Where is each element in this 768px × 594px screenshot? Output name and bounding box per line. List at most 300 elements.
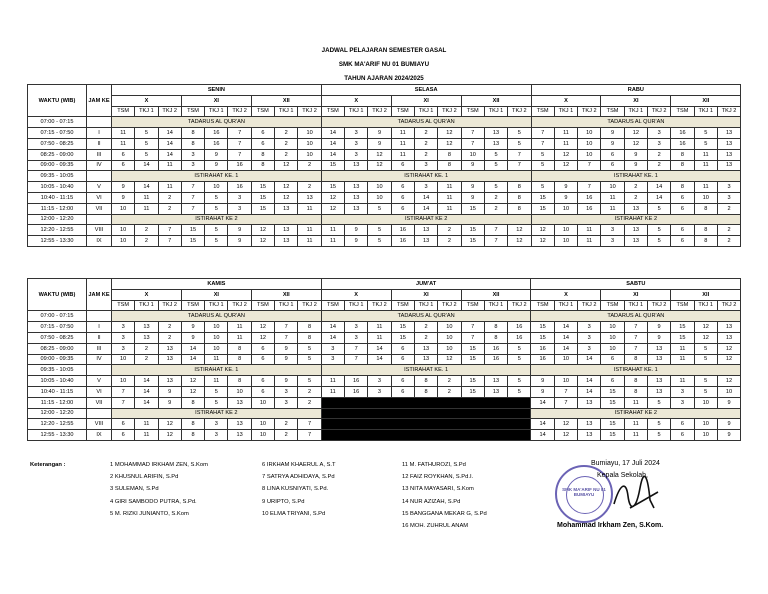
teacher-code-cell: 10	[251, 430, 274, 441]
teacher-code-cell: 8	[694, 203, 717, 214]
program-header: TSM	[391, 300, 414, 311]
teacher-code-cell: 8	[181, 128, 204, 139]
table-row	[28, 419, 741, 430]
teacher-code-cell: 13	[275, 203, 298, 214]
signature-role: Kepala Sekolah,	[597, 472, 648, 479]
break-label: TADARUS AL QUR'AN	[531, 311, 741, 322]
teacher-code-cell: 14	[135, 397, 158, 408]
teacher-code-cell: 2	[275, 419, 298, 430]
table-row	[28, 376, 741, 387]
teacher-code-cell: 5	[368, 225, 391, 236]
teacher-code-cell: 14	[181, 354, 204, 365]
teacher-code-cell: 6	[251, 386, 274, 397]
teacher-code-cell: 13	[717, 332, 740, 343]
break-label: ISTIRAHAT KE. 1	[321, 171, 531, 182]
program-header: TKJ 1	[135, 106, 158, 117]
teacher-code-cell: 2	[717, 203, 740, 214]
break-label: ISTIRAHAT KE 2	[531, 408, 741, 419]
teacher-code-cell: 2	[717, 236, 740, 247]
teacher-code-cell: 8	[181, 430, 204, 441]
teacher-code-cell: 6	[251, 376, 274, 387]
teacher-code-cell: 10	[554, 354, 577, 365]
program-header: TSM	[321, 106, 344, 117]
jam-cell: IV	[87, 160, 112, 171]
teacher-code-cell: 8	[181, 397, 204, 408]
teacher-code-cell: 3	[671, 386, 694, 397]
teacher-code-cell: 3	[345, 332, 368, 343]
time-cell: 11:15 - 12:00	[28, 203, 87, 214]
teacher-code-cell: 6	[251, 343, 274, 354]
teacher-code-cell: 13	[228, 397, 251, 408]
teacher-code-cell: 6	[601, 160, 624, 171]
teacher-code-cell: 16	[508, 322, 531, 333]
teacher-code-cell: 9	[368, 138, 391, 149]
program-header: TSM	[321, 300, 344, 311]
teacher-code-cell: 6	[671, 225, 694, 236]
jam-cell	[87, 214, 112, 225]
teacher-code-cell: 12	[181, 386, 204, 397]
program-header: TKJ 1	[484, 300, 507, 311]
teacher-code-cell: 15	[181, 225, 204, 236]
teacher-code-cell: 12	[275, 160, 298, 171]
teacher-code-cell: 7	[578, 160, 601, 171]
class-group-header: XI	[601, 289, 671, 300]
teacher-code-cell: 10	[438, 322, 461, 333]
teacher-code-cell: 7	[275, 332, 298, 343]
teacher-code-cell: 3	[368, 376, 391, 387]
teacher-code-cell: 15	[321, 160, 344, 171]
signature-place-date: Bumiayu, 17 Juli 2024	[591, 460, 660, 467]
teacher-code-cell: 16	[391, 236, 414, 247]
teacher-code-cell: 11	[158, 182, 181, 193]
teacher-code-cell: 13	[578, 419, 601, 430]
teacher-code-cell: 7	[484, 225, 507, 236]
program-header: TSM	[531, 106, 554, 117]
teacher-code-cell: 14	[554, 343, 577, 354]
class-group-header: X	[321, 289, 391, 300]
program-header: TKJ 1	[484, 106, 507, 117]
teacher-code-cell: 13	[228, 419, 251, 430]
program-header: TSM	[181, 106, 204, 117]
time-cell: 10:40 - 11:15	[28, 386, 87, 397]
teacher-code-cell: 7	[345, 343, 368, 354]
class-group-header: XII	[671, 289, 741, 300]
teacher-code-cell: 10	[578, 128, 601, 139]
legend-item: 4 GIRI SAMBODO PUTRA, S.Pd.	[110, 498, 197, 505]
teacher-code-cell: 3	[321, 354, 344, 365]
teacher-code-cell: 6	[391, 160, 414, 171]
teacher-code-cell: 3	[275, 386, 298, 397]
teacher-code-cell: 10	[112, 225, 135, 236]
teacher-code-cell: 13	[345, 182, 368, 193]
teacher-code-cell: 11	[135, 430, 158, 441]
teacher-code-cell: 3	[578, 322, 601, 333]
teacher-code-cell: 7	[181, 182, 204, 193]
teacher-code-cell: 14	[321, 138, 344, 149]
teacher-code-cell: 14	[368, 354, 391, 365]
teacher-code-cell: 13	[345, 203, 368, 214]
table-row	[28, 203, 741, 214]
program-header: TKJ 2	[647, 300, 670, 311]
teacher-code-cell: 9	[112, 182, 135, 193]
time-cell: 12:00 - 12:20	[28, 214, 87, 225]
teacher-code-cell: 6	[251, 138, 274, 149]
teacher-code-cell: 5	[647, 419, 670, 430]
teacher-code-cell: 5	[368, 203, 391, 214]
waktu-header: WAKTU (WIB)	[28, 85, 87, 117]
teacher-code-cell: 12	[554, 149, 577, 160]
teacher-code-cell: 6	[251, 354, 274, 365]
time-cell: 07:00 - 07:15	[28, 117, 87, 128]
break-label: TADARUS AL QUR'AN	[321, 311, 531, 322]
teacher-code-cell: 8	[228, 354, 251, 365]
teacher-code-cell: 6	[671, 192, 694, 203]
teacher-code-cell: 10	[298, 138, 321, 149]
teacher-code-cell: 7	[275, 322, 298, 333]
time-cell: 08:25 - 09:00	[28, 149, 87, 160]
teacher-code-cell: 2	[624, 182, 647, 193]
teacher-code-cell: 11	[321, 386, 344, 397]
teacher-code-cell: 15	[531, 332, 554, 343]
teacher-code-cell: 5	[694, 138, 717, 149]
teacher-code-cell: 10	[601, 182, 624, 193]
teacher-code-cell: 2	[298, 397, 321, 408]
teacher-code-cell: 12	[438, 138, 461, 149]
time-cell: 10:05 - 10:40	[28, 376, 87, 387]
legend-item: 5 M. RIZKI JUNIANTO, S.Kom	[110, 510, 189, 517]
teacher-code-cell: 6	[112, 430, 135, 441]
teacher-code-cell: 11	[624, 397, 647, 408]
teacher-code-cell: 7	[158, 225, 181, 236]
teacher-code-cell: 16	[484, 343, 507, 354]
class-group-header: X	[321, 95, 391, 106]
teacher-code-cell: 2	[275, 430, 298, 441]
teacher-code-cell: 16	[531, 343, 554, 354]
teacher-code-cell: 8	[414, 376, 437, 387]
table-row	[28, 182, 741, 193]
teacher-code-cell: 14	[648, 182, 671, 193]
jam-cell: III	[87, 149, 112, 160]
teacher-code-cell: 11	[554, 128, 577, 139]
teacher-code-cell: 12	[717, 376, 740, 387]
program-header: TKJ 1	[414, 300, 437, 311]
teacher-code-cell: 2	[648, 160, 671, 171]
program-header: TKJ 2	[578, 106, 601, 117]
teacher-code-cell: 7	[112, 397, 135, 408]
teacher-code-cell: 3	[414, 160, 437, 171]
teacher-code-cell: 7	[298, 419, 321, 430]
jam-cell	[87, 171, 112, 182]
teacher-code-cell: 11	[158, 160, 181, 171]
teacher-code-cell: 2	[135, 225, 158, 236]
teacher-code-cell: 14	[414, 203, 437, 214]
teacher-code-cell: 3	[321, 343, 344, 354]
teacher-code-cell: 5	[508, 343, 531, 354]
table-row	[28, 171, 741, 182]
teacher-code-cell: 13	[298, 192, 321, 203]
jam-cell: VIII	[87, 225, 112, 236]
teacher-code-cell: 14	[578, 386, 601, 397]
teacher-code-cell: 11	[228, 322, 251, 333]
teacher-code-cell: 2	[158, 332, 181, 343]
jam-cell: IX	[87, 236, 112, 247]
teacher-code-cell: 8	[671, 160, 694, 171]
teacher-code-cell: 9	[624, 149, 647, 160]
teacher-code-cell: 11	[671, 343, 694, 354]
teacher-code-cell: 7	[228, 149, 251, 160]
teacher-code-cell: 3	[671, 397, 694, 408]
legend-item: 10 ELMA TRIYANI, S.Pd	[262, 510, 326, 517]
program-header: TKJ 1	[414, 106, 437, 117]
jam-cell: I	[87, 322, 112, 333]
teacher-code-cell: 13	[717, 322, 740, 333]
teacher-code-cell: 14	[181, 343, 204, 354]
teacher-code-cell: 5	[205, 397, 228, 408]
program-header: TKJ 2	[298, 300, 321, 311]
teacher-code-cell: 9	[554, 182, 577, 193]
teacher-code-cell: 10	[228, 386, 251, 397]
teacher-code-cell: 10	[694, 419, 717, 430]
jam-cell	[87, 117, 112, 128]
teacher-code-cell: 8	[694, 225, 717, 236]
class-group-header: XII	[461, 289, 531, 300]
day-header: SABTU	[531, 279, 741, 290]
teacher-code-cell: 3	[345, 128, 368, 139]
teacher-code-cell: 16	[671, 128, 694, 139]
teacher-code-cell: 15	[461, 203, 484, 214]
teacher-code-cell: 14	[135, 160, 158, 171]
time-cell: 12:55 - 13:30	[28, 236, 87, 247]
teacher-code-cell: 9	[624, 160, 647, 171]
teacher-code-cell: 11	[135, 203, 158, 214]
teacher-code-cell: 11	[321, 236, 344, 247]
teacher-code-cell: 11	[391, 149, 414, 160]
time-cell: 07:50 - 08:25	[28, 332, 87, 343]
teacher-code-cell: 12	[554, 419, 577, 430]
teacher-code-cell: 10	[554, 203, 577, 214]
teacher-code-cell: 14	[414, 192, 437, 203]
teacher-code-cell: 8	[228, 376, 251, 387]
teacher-code-cell: 8	[694, 236, 717, 247]
teacher-code-cell: 13	[228, 430, 251, 441]
break-label: TADARUS AL QUR'AN	[112, 117, 322, 128]
teacher-code-cell: 9	[112, 192, 135, 203]
teacher-code-cell: 5	[508, 138, 531, 149]
teacher-code-cell: 12	[321, 203, 344, 214]
teacher-code-cell: 12	[438, 354, 461, 365]
teacher-code-cell: 12	[251, 225, 274, 236]
teacher-code-cell: 10	[205, 332, 228, 343]
teacher-code-cell: 5	[298, 343, 321, 354]
table-row	[28, 354, 741, 365]
teacher-code-cell: 9	[461, 192, 484, 203]
teacher-code-cell: 14	[321, 332, 344, 343]
teacher-code-cell: 2	[414, 138, 437, 149]
teacher-code-cell: 3	[228, 203, 251, 214]
teacher-code-cell: 14	[321, 322, 344, 333]
teacher-code-cell: 3	[112, 332, 135, 343]
header-row-programs	[28, 300, 741, 311]
teacher-code-cell: 2	[275, 149, 298, 160]
teacher-code-cell: 9	[158, 386, 181, 397]
teacher-code-cell: 10	[601, 322, 624, 333]
teacher-code-cell: 3	[648, 128, 671, 139]
legend-title: Keterangan :	[30, 462, 66, 468]
teacher-code-cell: 6	[112, 149, 135, 160]
program-header: TKJ 2	[508, 106, 531, 117]
table-row	[28, 311, 741, 322]
teacher-code-cell: 2	[438, 386, 461, 397]
program-header: TKJ 2	[228, 106, 251, 117]
teacher-code-cell: 11	[321, 376, 344, 387]
teacher-code-cell: 13	[717, 138, 740, 149]
program-header: TKJ 1	[135, 300, 158, 311]
teacher-code-cell: 11	[694, 160, 717, 171]
blocked-cell	[321, 408, 531, 419]
day-header: SELASA	[321, 85, 531, 96]
teacher-code-cell: 13	[275, 225, 298, 236]
teacher-code-cell: 16	[578, 203, 601, 214]
program-header: TKJ 1	[345, 300, 368, 311]
jam-cell: I	[87, 128, 112, 139]
teacher-code-cell: 9	[647, 322, 670, 333]
teacher-code-cell: 10	[694, 192, 717, 203]
jam-cell: III	[87, 343, 112, 354]
legend-item: 7 SATRYA ADHIDAYA, S.Pd	[262, 474, 335, 481]
teacher-code-cell: 7	[531, 128, 554, 139]
teacher-code-cell: 14	[321, 128, 344, 139]
teacher-code-cell: 15	[601, 397, 624, 408]
teacher-code-cell: 7	[554, 386, 577, 397]
teacher-code-cell: 15	[671, 332, 694, 343]
program-header: TSM	[671, 106, 694, 117]
time-cell: 08:25 - 09:00	[28, 343, 87, 354]
teacher-code-cell: 9	[531, 376, 554, 387]
teacher-code-cell: 13	[158, 343, 181, 354]
teacher-code-cell: 12	[438, 128, 461, 139]
teacher-code-cell: 8	[251, 160, 274, 171]
teacher-code-cell: 9	[158, 397, 181, 408]
legend-item: 8 LINA KUSNIYATI, S.Pd.	[262, 486, 329, 493]
teacher-code-cell: 7	[554, 397, 577, 408]
teacher-code-cell: 9	[717, 397, 740, 408]
time-cell: 12:55 - 13:30	[28, 430, 87, 441]
teacher-code-cell: 10	[205, 322, 228, 333]
legend-item: 14 NUR AZIZAH, S.Pd	[402, 498, 461, 505]
teacher-code-cell: 7	[461, 322, 484, 333]
teacher-code-cell: 11	[601, 192, 624, 203]
teacher-code-cell: 12	[368, 149, 391, 160]
teacher-code-cell: 3	[345, 322, 368, 333]
teacher-code-cell: 15	[671, 322, 694, 333]
teacher-code-cell: 5	[508, 128, 531, 139]
teacher-code-cell: 9	[461, 160, 484, 171]
teacher-code-cell: 13	[275, 236, 298, 247]
teacher-code-cell: 9	[181, 332, 204, 343]
teacher-code-cell: 10	[298, 149, 321, 160]
teacher-code-cell: 11	[228, 332, 251, 343]
teacher-code-cell: 8	[624, 386, 647, 397]
teacher-code-cell: 5	[648, 203, 671, 214]
teacher-code-cell: 10	[554, 376, 577, 387]
teacher-code-cell: 7	[181, 192, 204, 203]
teacher-code-cell: 2	[717, 225, 740, 236]
teacher-code-cell: 2	[438, 376, 461, 387]
legend-item: 13 NITA MAYASARI, S.Kom	[402, 486, 474, 493]
teacher-code-cell: 7	[158, 236, 181, 247]
time-cell: 12:00 - 12:20	[28, 408, 87, 419]
teacher-code-cell: 11	[578, 236, 601, 247]
teacher-code-cell: 6	[391, 343, 414, 354]
title-line-2: SMK MA'ARIF NU 01 BUMIAYU	[338, 61, 430, 68]
teacher-code-cell: 13	[717, 128, 740, 139]
teacher-code-cell: 6	[391, 376, 414, 387]
teacher-code-cell: 11	[391, 128, 414, 139]
teacher-code-cell: 2	[484, 203, 507, 214]
program-header: TKJ 2	[578, 300, 601, 311]
teacher-code-cell: 7	[228, 138, 251, 149]
program-header: TKJ 2	[438, 300, 461, 311]
teacher-code-cell: 2	[298, 386, 321, 397]
legend-item: 15 BANGGANA MEKAR G, S.Pd	[402, 510, 487, 517]
day-header: JUM'AT	[321, 279, 531, 290]
teacher-code-cell: 13	[345, 192, 368, 203]
teacher-code-cell: 3	[205, 419, 228, 430]
teacher-code-cell: 16	[508, 332, 531, 343]
teacher-code-cell: 11	[438, 203, 461, 214]
teacher-code-cell: 9	[531, 386, 554, 397]
teacher-code-cell: 7	[531, 138, 554, 149]
teacher-code-cell: 12	[624, 138, 647, 149]
teacher-code-cell: 13	[647, 376, 670, 387]
jam-cell: VI	[87, 386, 112, 397]
jam-ke-header: JAM KE	[87, 279, 112, 311]
teacher-code-cell: 8	[508, 192, 531, 203]
teacher-code-cell: 12	[158, 430, 181, 441]
teacher-code-cell: 9	[601, 138, 624, 149]
teacher-code-cell: 15	[601, 430, 624, 441]
day-header: RABU	[531, 85, 741, 96]
program-header: TSM	[251, 106, 274, 117]
table-row	[28, 149, 741, 160]
table-row	[28, 332, 741, 343]
table-row	[28, 225, 741, 236]
jam-cell: VII	[87, 397, 112, 408]
teacher-code-cell: 9	[717, 419, 740, 430]
teacher-code-cell: 12	[717, 354, 740, 365]
teacher-code-cell: 11	[298, 203, 321, 214]
teacher-code-cell: 15	[251, 203, 274, 214]
teacher-code-cell: 5	[205, 225, 228, 236]
teacher-code-cell: 8	[228, 343, 251, 354]
day-header: KAMIS	[112, 279, 322, 290]
teacher-code-cell: 2	[275, 138, 298, 149]
signature-name: Mohammad Irkham Zen, S.Kom.	[557, 522, 664, 529]
teacher-code-cell: 12	[508, 236, 531, 247]
teacher-code-cell: 2	[648, 149, 671, 160]
teacher-code-cell: 11	[135, 192, 158, 203]
teacher-code-cell: 13	[578, 430, 601, 441]
teacher-code-cell: 11	[624, 419, 647, 430]
teacher-code-cell: 5	[647, 397, 670, 408]
teacher-code-cell: 5	[135, 149, 158, 160]
teacher-code-cell: 12	[717, 343, 740, 354]
class-group-header: XII	[251, 289, 321, 300]
table-row	[28, 192, 741, 203]
teacher-code-cell: 6	[671, 430, 694, 441]
teacher-code-cell: 16	[391, 225, 414, 236]
header-row-class-groups	[28, 289, 741, 300]
